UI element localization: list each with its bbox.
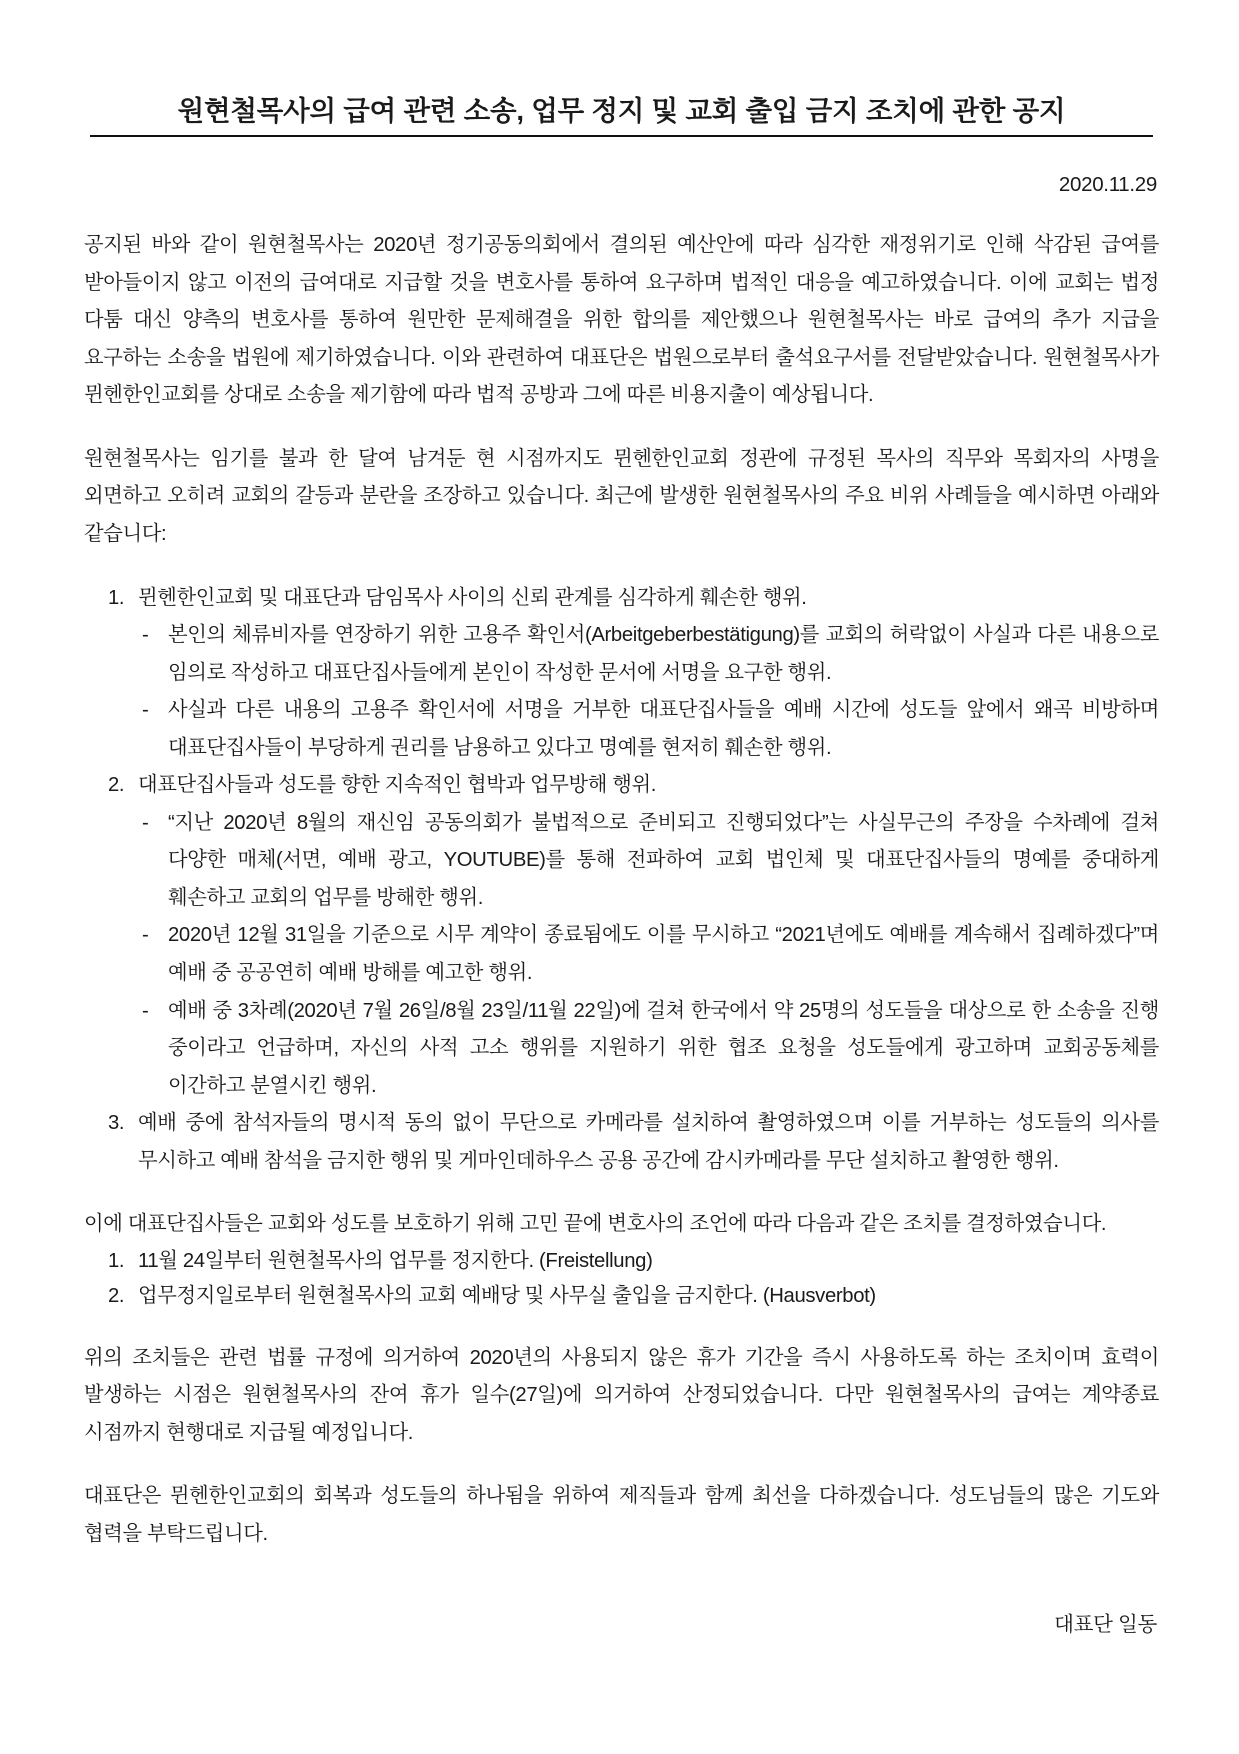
list-item-text: 11월 24일부터 원현철목사의 업무를 정지한다. (Freistellung)	[138, 1249, 653, 1272]
list-marker: 1.	[108, 586, 125, 609]
spacer	[84, 1452, 1159, 1478]
list-item-text: 예배 중 3차례(2020년 7월 26일/8월 23일/11월 22일)에 걸쳐 한국에서 약 25명의 성도들을 대상으로 한 소송을 진행 중이라고 언급하며, 자신의 사적 고소 행위를 지원하기 위한 협조 요청을 성도들에게 광고하며 교회공동체를 이간하고 분열시킨 행위.	[168, 999, 1159, 1097]
paragraph-legal-basis: 위의 조치들은 관련 법률 규정에 의거하여 2020년의 사용되지 않은 휴가 기간을 즉시 사용하도록 하는 조치이며 효력이 발생하는 시점은 원현철목사의 잔여 휴가 일수(27일)에 의거하여 산정되었습니다. 다만 원현철목사의 급여는 계약종료 시점까지 현행대로 지급될 예정입니다.	[84, 1346, 1159, 1444]
list-item	[84, 1244, 1159, 1279]
paragraph-measures-intro: 이에 대표단집사들은 교회와 성도를 보호하기 위해 고민 끝에 변호사의 조언에 따라 다음과 같은 조치를 결정하였습니다.	[84, 1213, 1107, 1236]
spacer	[84, 1314, 1159, 1340]
title-container	[84, 92, 1159, 137]
document-date: 2020.11.29	[1058, 173, 1157, 197]
list-marker: 1.	[108, 1249, 125, 1272]
paragraph-closing: 대표단은 뮌헨한인교회의 회복과 성도들의 하나됨을 위하여 제직들과 함께 최선을 다하겠습니다. 성도님들의 많은 기도와 협력을 부탁드립니다.	[84, 1485, 1159, 1545]
misconduct-sublist-1	[84, 617, 1159, 767]
list-item	[84, 805, 1159, 918]
list-item-text: 본인의 체류비자를 연장하기 위한 고용주 확인서(Arbeitgeberbestätigung)를 교회의 허락없이 사실과 다른 내용으로 임의로 작성하고 대표단집사들에게 본인이 작성한 문서에 서명을 요구한 행위.	[168, 624, 1159, 684]
list-item-text: 뮌헨한인교회 및 대표단과 담임목사 사이의 신뢰 관계를 심각하게 훼손한 행위.	[138, 586, 807, 609]
list-marker: 3.	[108, 1112, 125, 1135]
list-item	[84, 1279, 1159, 1314]
signature: 대표단 일동	[1054, 1613, 1157, 1637]
list-item-text: 업무정지일로부터 원현철목사의 교회 예배당 및 사무실 출입을 금지한다. (Hausverbot)	[138, 1284, 876, 1307]
spacer	[84, 197, 1159, 227]
spacer	[84, 415, 1159, 441]
paragraph-intro: 공지된 바와 같이 원현철목사는 2020년 정기공동의회에서 결의된 예산안에 따라 심각한 재정위기로 인해 삭감된 급여를 받아들이지 않고 이전의 급여대로 지급할 것을 변호사를 통하여 요구하며 법적인 대응을 예고하였습니다. 이에 교회는 법정 다툼 대신 양측의 변호사를 통하여 원만한 문제해결을 위한 합의를 제안했으나 원현철목사는 바로 급여의 추가 지급을 요구하는 소송을 법원에 제기하였습니다. 이와 관련하여 대표단은 법원으로부터 출석요구서를 전달받았습니다. 원현철목사가 뮌헨한인교회를 상대로 소송을 제기함에 따라 법적 공방과 그에 따른 비용지출이 예상됩니다.	[84, 234, 1159, 407]
list-item-text: 2020년 12월 31일을 기준으로 시무 계약이 종료됨에도 이를 무시하고 “2021년에도 예배를 계속해서 집례하겠다”며 예배 중 공공연히 예배 방해를 예고한 행위.	[168, 924, 1159, 984]
list-item	[84, 917, 1159, 992]
list-item-text: 사실과 다른 내용의 고용주 확인서에 서명을 거부한 대표단집사들을 예배 시간에 성도들 앞에서 왜곡 비방하며 대표단집사들이 부당하게 권리를 남용하고 있다고 명예를 현저히 훼손한 행위.	[168, 699, 1159, 759]
list-item	[84, 617, 1159, 692]
paragraph-misconduct-intro: 원현철목사는 임기를 불과 한 달여 남겨둔 현 시점까지도 뮌헨한인교회 정관에 규정된 목사의 직무와 목회자의 사명을 외면하고 오히려 교회의 갈등과 분란을 조장하고 있습니다. 최근에 발생한 원현철목사의 주요 비위 사례들을 예시하면 아래와 같습니다:	[84, 447, 1159, 545]
list-marker: -	[142, 624, 149, 647]
list-marker: 2.	[108, 1284, 125, 1307]
misconduct-list	[84, 580, 1159, 1181]
page-title: 원현철목사의 급여 관련 소송, 업무 정지 및 교회 출입 금지 조치에 관한 공지	[90, 92, 1153, 137]
list-item	[84, 580, 1159, 618]
list-marker: -	[142, 699, 149, 722]
list-marker: -	[142, 811, 149, 834]
spacer	[84, 1180, 1159, 1206]
measures-list	[84, 1244, 1159, 1314]
list-item	[84, 692, 1159, 767]
list-marker: -	[142, 924, 149, 947]
list-item-text: “지난 2020년 8월의 재신임 공동의회가 불법적으로 준비되고 진행되었다”는 사실무근의 주장을 수차례에 걸쳐 다양한 매체(서면, 예배 광고, YOUTUBE)를 통해 전파하여 교회 법인체 및 대표단집사들의 명예를 중대하게 훼손하고 교회의 업무를 방해한 행위.	[168, 811, 1159, 909]
list-marker: -	[142, 999, 149, 1022]
spacer	[84, 554, 1159, 580]
list-item	[84, 767, 1159, 805]
list-item-text: 대표단집사들과 성도를 향한 지속적인 협박과 업무방해 행위.	[138, 774, 657, 797]
list-item	[84, 993, 1159, 1106]
list-marker: 2.	[108, 774, 125, 797]
misconduct-sublist-2	[84, 805, 1159, 1105]
list-item	[84, 1105, 1159, 1180]
list-item-text: 예배 중에 참석자들의 명시적 동의 없이 무단으로 카메라를 설치하여 촬영하였으며 이를 거부하는 성도들의 의사를 무시하고 예배 참석을 금지한 행위 및 게마인데하우스 공용 공간에 감시카메라를 무단 설치하고 촬영한 행위.	[138, 1112, 1159, 1172]
